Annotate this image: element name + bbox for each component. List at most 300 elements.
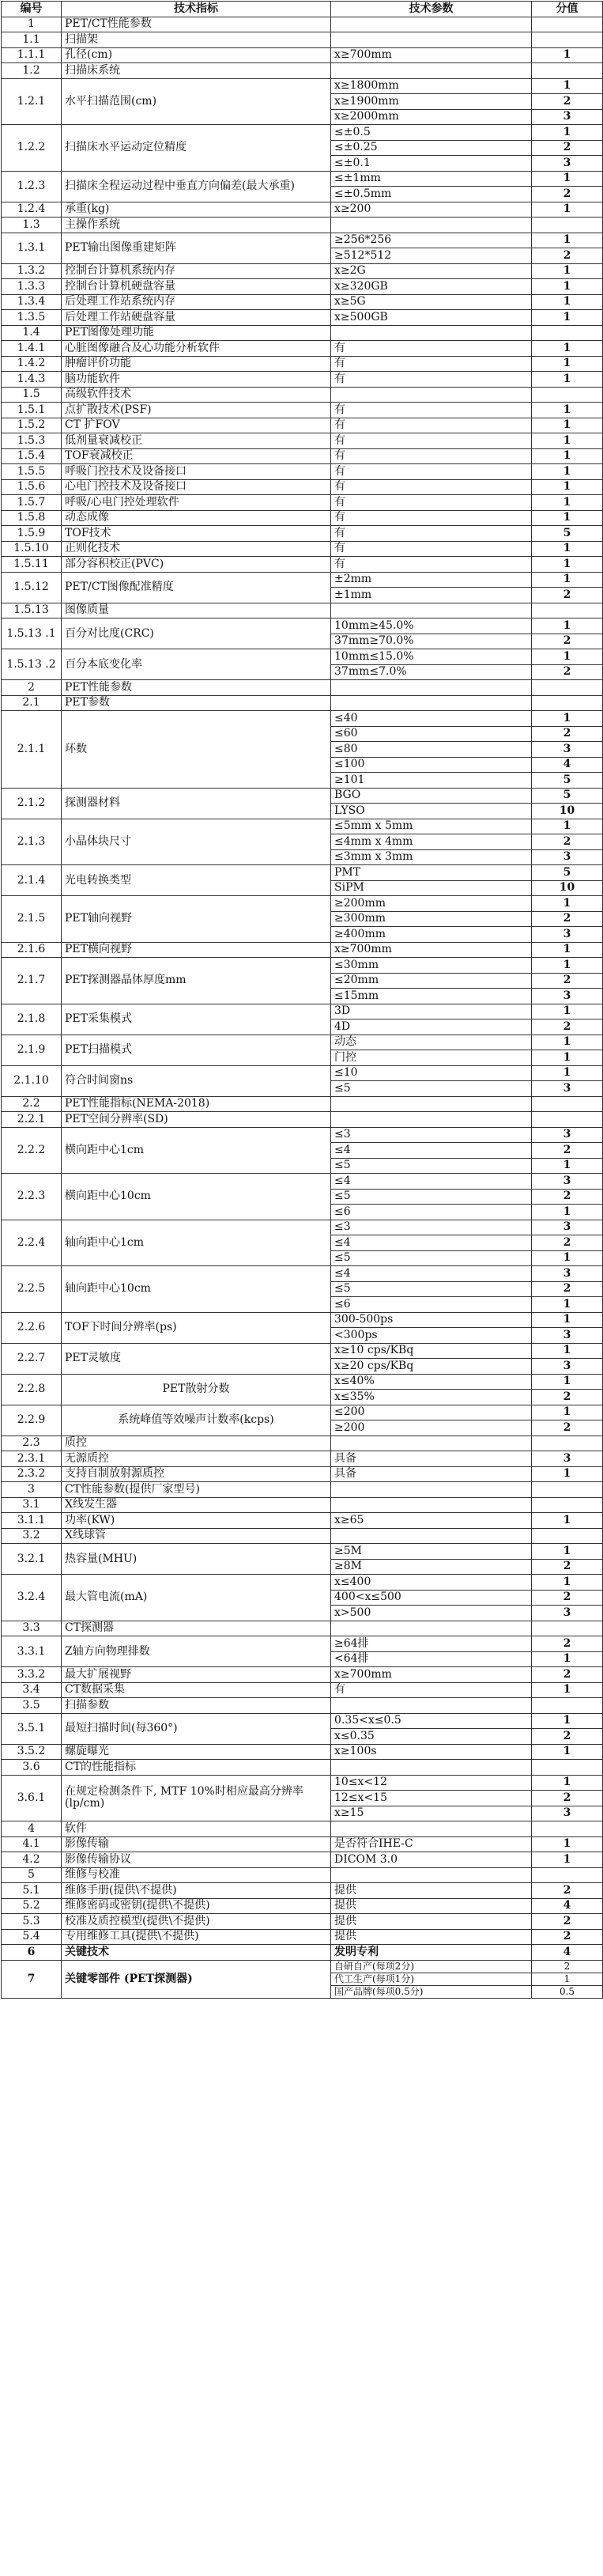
indicator-cell: 关键零部件 (PET探测器) — [62, 1960, 331, 1998]
score-cell — [532, 325, 603, 341]
item-number: 1.5.5 — [2, 464, 62, 480]
param-cell: x≥20 cps/KBq — [331, 1359, 532, 1375]
score-cell: 1 — [532, 1513, 603, 1529]
score-cell — [532, 1621, 603, 1636]
item-number: 2.3.1 — [2, 1451, 62, 1467]
indicator-cell: PET输出图像重建矩阵 — [62, 233, 331, 263]
score-cell: 2 — [532, 588, 603, 603]
score-cell: 1 — [532, 557, 603, 573]
table-row — [2, 433, 603, 449]
score-cell: 2 — [532, 1281, 603, 1297]
score-cell — [532, 603, 603, 618]
item-number: 2.2.2 — [2, 1127, 62, 1174]
score-cell: 1 — [532, 572, 603, 588]
param-cell: 37mm≤7.0% — [331, 664, 532, 680]
table-row — [2, 171, 603, 187]
score-cell: 1 — [532, 510, 603, 526]
table-row — [2, 649, 603, 665]
score-cell — [532, 1482, 603, 1498]
score-cell: 3 — [532, 1328, 603, 1344]
score-cell: 2 — [532, 1729, 603, 1745]
param-cell: 有 — [331, 510, 532, 526]
param-cell: PMT — [331, 865, 532, 881]
param-cell: x≥1800mm — [331, 78, 532, 94]
param-cell: ≤5 — [331, 1158, 532, 1174]
table-row — [2, 1451, 603, 1467]
item-number: 7 — [2, 1960, 62, 1998]
table-row — [2, 1914, 603, 1930]
score-cell — [532, 1112, 603, 1128]
item-number: 5.1 — [2, 1883, 62, 1899]
item-number: 3.6 — [2, 1760, 62, 1776]
score-cell: 1 — [532, 233, 603, 248]
param-cell — [331, 695, 532, 711]
item-number: 2.2 — [2, 1096, 62, 1112]
score-cell: 10 — [532, 880, 603, 896]
indicator-cell: 心脏图像融合及心功能分析软件 — [62, 341, 331, 357]
indicator-cell: 控制台计算机硬盘容量 — [62, 279, 331, 295]
score-cell: 3 — [532, 1806, 603, 1821]
item-number: 1.1 — [2, 32, 62, 48]
table-row — [2, 1004, 603, 1019]
section-row — [2, 603, 603, 618]
item-number: 3.6.1 — [2, 1775, 62, 1821]
indicator-cell: PET横向视野 — [62, 942, 331, 958]
table-row — [2, 418, 603, 433]
indicator-cell: 百分对比度(CRC) — [62, 618, 331, 649]
score-cell: 2 — [532, 1559, 603, 1575]
score-cell: 2 — [532, 1189, 603, 1205]
param-cell: ≤5 — [331, 1189, 532, 1205]
param-cell: ≤10 — [331, 1065, 532, 1081]
section-title: 扫描架 — [62, 32, 331, 48]
score-cell: 1 — [532, 541, 603, 557]
section-title: 高级软件技术 — [62, 387, 331, 403]
table-row — [2, 1220, 603, 1235]
table-row — [2, 448, 603, 464]
score-cell: 3 — [532, 927, 603, 943]
param-cell: ≤5 — [331, 1250, 532, 1266]
table-row — [2, 263, 603, 279]
table-row — [2, 294, 603, 310]
param-cell — [331, 63, 532, 79]
param-cell: x≤400 — [331, 1575, 532, 1591]
param-cell — [331, 1621, 532, 1636]
table-row — [2, 464, 603, 480]
param-cell: ≤±0.5mm — [331, 187, 532, 202]
table-row — [2, 78, 603, 94]
section-row — [2, 1482, 603, 1498]
section-row — [2, 32, 603, 48]
item-number: 1.3 — [2, 218, 62, 233]
param-cell: 4D — [331, 1019, 532, 1035]
param-cell: 37mm≥70.0% — [331, 634, 532, 649]
indicator-cell: 环数 — [62, 711, 331, 789]
param-cell: ≤80 — [331, 742, 532, 758]
indicator-cell: TOF衰减校正 — [62, 448, 331, 464]
score-cell: 4 — [532, 1945, 603, 1961]
table-row — [2, 1898, 603, 1914]
score-cell: 3 — [532, 849, 603, 865]
table-row — [2, 341, 603, 357]
item-number: 1.5.9 — [2, 526, 62, 542]
param-cell — [331, 1528, 532, 1544]
param-cell: 动态 — [331, 1035, 532, 1050]
item-number: 1.2.2 — [2, 125, 62, 172]
table-row — [2, 1065, 603, 1081]
score-cell: 1 — [532, 1836, 603, 1852]
param-cell: ≤5mm x 5mm — [331, 819, 532, 834]
param-cell: ≤3 — [331, 1127, 532, 1143]
score-cell: 2 — [532, 187, 603, 202]
section-title: 质控 — [62, 1436, 331, 1451]
param-cell: SiPM — [331, 880, 532, 896]
score-cell: 1 — [532, 958, 603, 974]
param-cell: ≤±0.25 — [331, 140, 532, 156]
param-cell: 有 — [331, 403, 532, 418]
section-row — [2, 1698, 603, 1714]
param-cell: x≥500GB — [331, 310, 532, 326]
table-row — [2, 372, 603, 388]
param-cell: 有 — [331, 526, 532, 542]
score-cell: 1 — [532, 1651, 603, 1667]
indicator-cell: 承重(kg) — [62, 202, 331, 218]
score-cell: 1 — [532, 202, 603, 218]
indicator-cell: PET/CT图像配准精度 — [62, 572, 331, 603]
indicator-cell: 在规定检测条件下, MTF 10%时相应最高分辨率 (lp/cm) — [62, 1775, 331, 1821]
table-row — [2, 1343, 603, 1359]
param-cell — [331, 1760, 532, 1776]
item-number: 2.1.1 — [2, 711, 62, 789]
table-row — [2, 125, 603, 141]
param-cell: ≤15mm — [331, 989, 532, 1004]
section-row — [2, 680, 603, 696]
table-row — [2, 279, 603, 295]
table-row — [2, 1544, 603, 1560]
param-cell: 具备 — [331, 1451, 532, 1467]
score-cell: 1 — [532, 1544, 603, 1560]
score-cell: 1 — [532, 263, 603, 279]
score-cell: 2 — [532, 834, 603, 850]
indicator-cell: 横向距中心10cm — [62, 1174, 331, 1220]
table-row — [2, 557, 603, 573]
indicator-cell: 横向距中心1cm — [62, 1127, 331, 1174]
indicator-cell: 探测器材料 — [62, 788, 331, 819]
param-cell: ±2mm — [331, 572, 532, 588]
param-cell: x≥100s — [331, 1744, 532, 1760]
section-row — [2, 1497, 603, 1513]
score-cell: 1 — [532, 1065, 603, 1081]
param-cell: 300-500ps — [331, 1312, 532, 1328]
param-cell: ≥5M — [331, 1544, 532, 1560]
score-cell: 0.5 — [532, 1985, 603, 1998]
param-cell: 有 — [331, 356, 532, 372]
table-row — [2, 1744, 603, 1760]
table-row — [2, 1374, 603, 1390]
indicator-cell: 轴向距中心1cm — [62, 1220, 331, 1266]
indicator-cell: 校准及质控模型(提供\不提供) — [62, 1914, 331, 1930]
score-cell: 1 — [532, 1682, 603, 1698]
score-cell: 1 — [532, 1004, 603, 1019]
indicator-cell: 功率(KW) — [62, 1513, 331, 1529]
param-cell: ≥400mm — [331, 927, 532, 943]
item-number: 2.1.7 — [2, 958, 62, 1004]
param-cell: <64排 — [331, 1651, 532, 1667]
param-cell: ≤60 — [331, 726, 532, 742]
score-cell — [532, 1698, 603, 1714]
param-cell: 10≤x<12 — [331, 1775, 532, 1791]
table-row — [2, 1836, 603, 1852]
indicator-cell: TOF下时间分辨率(ps) — [62, 1312, 331, 1343]
param-cell: x≥700mm — [331, 1667, 532, 1683]
item-number: 1.2 — [2, 63, 62, 79]
indicator-cell: 后处理工作站系统内存 — [62, 294, 331, 310]
indicator-cell: 部分容积校正(PVC) — [62, 557, 331, 573]
score-cell: 1 — [532, 372, 603, 388]
item-number: 2.2.3 — [2, 1174, 62, 1220]
item-number: 3.3.1 — [2, 1636, 62, 1667]
table-row — [2, 1852, 603, 1868]
table-row — [2, 1929, 603, 1945]
score-cell: 1 — [532, 1250, 603, 1266]
item-number: 5.4 — [2, 1929, 62, 1945]
score-cell: 1 — [532, 1374, 603, 1390]
indicator-cell: TOF技术 — [62, 526, 331, 542]
param-cell: 12≤x<15 — [331, 1791, 532, 1806]
table-row — [2, 942, 603, 958]
score-cell: 2 — [532, 1019, 603, 1035]
section-title: PET/CT性能参数 — [62, 17, 331, 32]
item-number: 1.5.1 — [2, 403, 62, 418]
score-cell: 1 — [532, 279, 603, 295]
item-number: 1.4.2 — [2, 356, 62, 372]
param-cell: ≤4 — [331, 1266, 532, 1282]
score-cell — [532, 1867, 603, 1883]
param-cell — [331, 680, 532, 696]
section-title: PET参数 — [62, 695, 331, 711]
score-cell: 1 — [532, 1050, 603, 1066]
score-cell: 1 — [532, 819, 603, 834]
param-cell: DICOM 3.0 — [331, 1852, 532, 1868]
param-cell: x≥700mm — [331, 942, 532, 958]
score-cell: 1 — [532, 1775, 603, 1791]
param-cell — [331, 17, 532, 32]
table-row — [2, 819, 603, 834]
indicator-cell: 扫描床全程运动过程中垂直方向偏差(最大承重) — [62, 171, 331, 202]
score-cell: 1 — [532, 1035, 603, 1050]
table-row — [2, 403, 603, 418]
score-cell: 2 — [532, 1667, 603, 1683]
score-cell: 3 — [532, 1127, 603, 1143]
table-row — [2, 1513, 603, 1529]
param-cell — [331, 387, 532, 403]
section-row — [2, 63, 603, 79]
item-number: 1.4.1 — [2, 341, 62, 357]
score-cell: 1 — [532, 433, 603, 449]
item-number: 4.2 — [2, 1852, 62, 1868]
indicator-cell: PET探测器晶体厚度mm — [62, 958, 331, 1004]
item-number: 4 — [2, 1821, 62, 1837]
score-cell: 5 — [532, 788, 603, 804]
section-row — [2, 1821, 603, 1837]
item-number: 3.2.1 — [2, 1544, 62, 1575]
score-cell: 1 — [532, 464, 603, 480]
param-cell: 有 — [331, 341, 532, 357]
item-number: 3.1.1 — [2, 1513, 62, 1529]
score-cell: 1 — [532, 942, 603, 958]
score-cell: 2 — [532, 1791, 603, 1806]
item-number: 1.5.13 — [2, 603, 62, 618]
indicator-cell: 系统峰值等效噪声计数率(kcps) — [62, 1405, 331, 1436]
indicator-cell: Z轴方向物理排数 — [62, 1636, 331, 1667]
score-cell: 1 — [532, 310, 603, 326]
item-number: 1.5.6 — [2, 479, 62, 495]
param-cell: 有 — [331, 372, 532, 388]
item-number: 3.4 — [2, 1682, 62, 1698]
param-cell — [331, 1698, 532, 1714]
score-cell — [532, 1760, 603, 1776]
score-cell — [532, 1096, 603, 1112]
item-number: 1.3.3 — [2, 279, 62, 295]
param-cell: x≥1900mm — [331, 94, 532, 110]
score-cell: 1 — [532, 1852, 603, 1868]
indicator-cell: 最短扫描时间(每360°) — [62, 1713, 331, 1744]
score-cell: 1 — [532, 448, 603, 464]
param-cell — [331, 32, 532, 48]
indicator-cell: 小晶体块尺寸 — [62, 819, 331, 865]
item-number: 1.2.3 — [2, 171, 62, 202]
indicator-cell: PET散射分数 — [62, 1374, 331, 1405]
param-cell: 有 — [331, 541, 532, 557]
section-row — [2, 17, 603, 32]
param-cell: 提供 — [331, 1914, 532, 1930]
score-cell: 1 — [532, 1158, 603, 1174]
param-cell: 有 — [331, 557, 532, 573]
section-title: 主操作系统 — [62, 218, 331, 233]
section-title: PET性能指标(NEMA-2018) — [62, 1096, 331, 1112]
param-cell: ≤4 — [331, 1143, 532, 1159]
table-body — [2, 17, 603, 1998]
header-param: 技术参数 — [331, 2, 532, 17]
score-cell: 1 — [532, 418, 603, 433]
section-row — [2, 1621, 603, 1636]
item-number: 1.5.8 — [2, 510, 62, 526]
param-cell: 10mm≤15.0% — [331, 649, 532, 665]
score-cell: 1 — [532, 47, 603, 63]
table-row — [2, 1405, 603, 1420]
score-cell: 1 — [532, 1205, 603, 1220]
item-number: 3.2.4 — [2, 1575, 62, 1621]
item-number: 1 — [2, 17, 62, 32]
score-cell: 1 — [532, 1973, 603, 1985]
section-row — [2, 1436, 603, 1451]
item-number: 1.2.4 — [2, 202, 62, 218]
score-cell: 3 — [532, 156, 603, 172]
score-cell: 3 — [532, 1451, 603, 1467]
section-title: CT性能参数(提供厂家型号) — [62, 1482, 331, 1498]
item-number: 2.1.9 — [2, 1035, 62, 1065]
indicator-cell: 孔径(cm) — [62, 47, 331, 63]
param-cell: ≥300mm — [331, 911, 532, 927]
param-cell: ≥101 — [331, 773, 532, 789]
table-row — [2, 1466, 603, 1482]
item-number: 3.5.2 — [2, 1744, 62, 1760]
score-cell: 2 — [532, 1929, 603, 1945]
table-row — [2, 1667, 603, 1683]
indicator-cell: 后处理工作站硬盘容量 — [62, 310, 331, 326]
item-number: 1.3.1 — [2, 233, 62, 263]
item-number: 5.2 — [2, 1898, 62, 1914]
score-cell: 3 — [532, 1359, 603, 1375]
param-cell: <300ps — [331, 1328, 532, 1344]
score-cell: 1 — [532, 896, 603, 912]
score-cell: 1 — [532, 356, 603, 372]
param-cell: x≥2000mm — [331, 109, 532, 125]
table-row — [2, 1266, 603, 1282]
param-cell — [331, 1096, 532, 1112]
score-cell: 2 — [532, 634, 603, 649]
section-row — [2, 1528, 603, 1544]
section-row — [2, 1112, 603, 1128]
table-row — [2, 958, 603, 974]
param-cell: x≥2G — [331, 263, 532, 279]
score-cell — [532, 1528, 603, 1544]
param-cell: BGO — [331, 788, 532, 804]
item-number: 1.1.1 — [2, 47, 62, 63]
indicator-cell: 呼吸门控技术及设备接口 — [62, 464, 331, 480]
param-cell: ≤3 — [331, 1220, 532, 1235]
param-cell: 自研自产(每项2分) — [331, 1960, 532, 1973]
score-cell: 2 — [532, 140, 603, 156]
item-number: 3.2 — [2, 1528, 62, 1544]
section-title: PET空间分辨率(SD) — [62, 1112, 331, 1128]
score-cell: 2 — [532, 1590, 603, 1606]
param-cell — [331, 218, 532, 233]
param-cell: x≤40% — [331, 1374, 532, 1390]
section-title: 软件 — [62, 1821, 331, 1837]
item-number: 2.1.6 — [2, 942, 62, 958]
item-number: 1.5.10 — [2, 541, 62, 557]
param-cell: 提供 — [331, 1898, 532, 1914]
item-number: 2.1.5 — [2, 896, 62, 943]
item-number: 1.5.3 — [2, 433, 62, 449]
score-cell: 1 — [532, 1343, 603, 1359]
score-cell: 2 — [532, 1914, 603, 1930]
table-row — [2, 510, 603, 526]
table-row — [2, 1713, 603, 1729]
table-row — [2, 356, 603, 372]
param-cell: 提供 — [331, 1929, 532, 1945]
score-cell: 2 — [532, 1143, 603, 1159]
item-number: 3 — [2, 1482, 62, 1498]
table-row — [2, 495, 603, 511]
table-row — [2, 1312, 603, 1328]
indicator-cell: 符合时间窗ns — [62, 1065, 331, 1096]
score-cell: 1 — [532, 1744, 603, 1760]
score-cell: 1 — [532, 1713, 603, 1729]
indicator-cell: PET轴向视野 — [62, 896, 331, 943]
score-cell: 2 — [532, 1420, 603, 1436]
section-row — [2, 1867, 603, 1883]
table-row — [2, 202, 603, 218]
section-title: PET性能参数 — [62, 680, 331, 696]
param-cell — [331, 325, 532, 341]
indicator-cell: 百分本底变化率 — [62, 649, 331, 680]
param-cell: ≤±0.1 — [331, 156, 532, 172]
param-cell: ≤30mm — [331, 958, 532, 974]
param-cell: x≥10 cps/KBq — [331, 1343, 532, 1359]
score-cell: 5 — [532, 773, 603, 789]
